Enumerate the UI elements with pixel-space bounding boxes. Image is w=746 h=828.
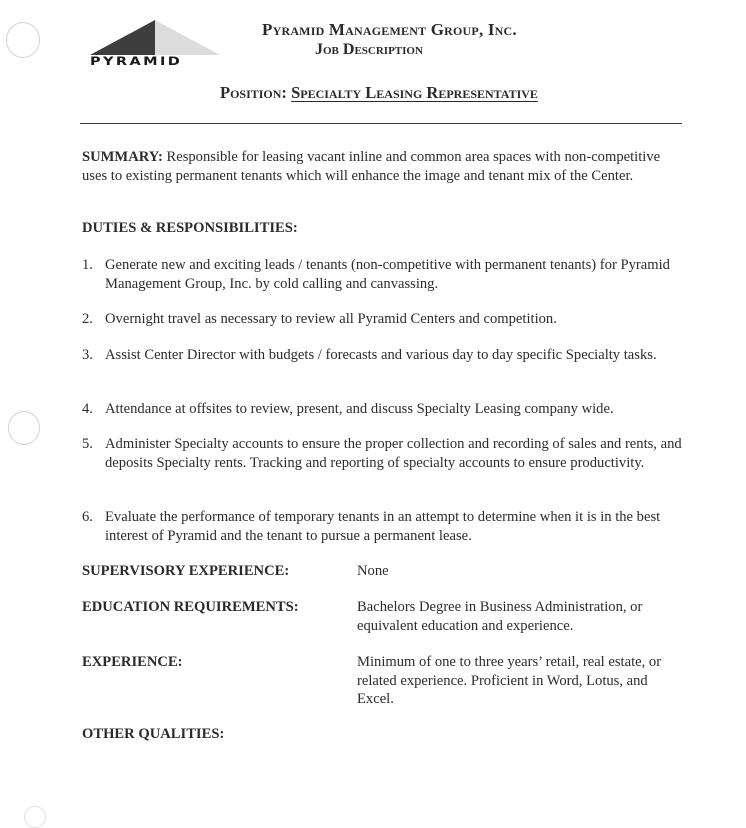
pyramid-triangle-icon — [90, 20, 220, 56]
duty-number: 3. — [82, 347, 93, 363]
summary-label: SUMMARY: — [82, 149, 163, 165]
pyramid-logo — [90, 20, 220, 72]
duty-number: 5. — [82, 436, 93, 452]
education-requirements-label: EDUCATION REQUIREMENTS: — [82, 599, 299, 615]
duty-text: Overnight travel as necessary to review all Pyramid Centers and competition. — [105, 311, 557, 327]
punch-hole — [24, 806, 46, 828]
duty-number: 1. — [82, 257, 93, 273]
document-type: Job Description — [315, 41, 423, 58]
duty-text: Generate new and exciting leads / tenants (non-competitive with permanent tenants) for Pyramid Management Group, Inc. by cold calling and canvassing. — [105, 257, 670, 292]
duty-text: Administer Specialty accounts to ensure the proper collection and recording of sales and rents, and deposits Specialty rents. Tracking and reporting of specialty accounts to ensure productivity. — [105, 436, 682, 471]
other-qualities-label: OTHER QUALITIES: — [82, 726, 225, 742]
position-value: Specialty Leasing Representative — [291, 83, 538, 102]
experience-value: Minimum of one to three years’ retail, real estate, or related experience. Proficient in Word, Lotus, and Excel. — [357, 654, 662, 707]
duty-item — [82, 400, 682, 419]
duty-item — [82, 256, 682, 293]
supervisory-experience-label: SUPERVISORY EXPERIENCE: — [82, 563, 290, 579]
company-name: Pyramid Management Group, Inc. — [262, 20, 517, 39]
duty-text: Assist Center Director with budgets / forecasts and various day to day specific Specialty tasks. — [105, 347, 657, 363]
education-requirements-value: Bachelors Degree in Business Administration, or equivalent education and experience. — [357, 599, 643, 634]
logo-wordmark: PYRAMID — [90, 55, 183, 69]
position-title — [220, 83, 538, 103]
duty-item — [82, 310, 682, 329]
position-label: Position: — [220, 83, 287, 102]
duty-number: 6. — [82, 509, 93, 525]
summary-text: Responsible for leasing vacant inline and common area spaces with non-competitive uses to existing permanent tenants which will enhance the image and tenant mix of the Center. — [82, 149, 661, 184]
duty-text: Evaluate the performance of temporary tenants in an attempt to determine when it is in the best interest of Pyramid and the tenant to pursue a permanent lease. — [105, 509, 661, 544]
summary-paragraph — [82, 148, 682, 185]
punch-hole — [8, 411, 40, 445]
duty-number: 2. — [82, 311, 93, 327]
punch-hole — [6, 22, 40, 58]
horizontal-divider — [80, 123, 682, 124]
duty-item — [82, 346, 682, 365]
supervisory-experience-value: None — [357, 563, 389, 579]
duty-item — [82, 435, 682, 472]
duty-item — [82, 508, 682, 545]
duty-number: 4. — [82, 401, 93, 417]
experience-label: EXPERIENCE: — [82, 654, 183, 670]
duties-heading: DUTIES & RESPONSIBILITIES: — [82, 220, 298, 236]
duty-text: Attendance at offsites to review, present, and discuss Specialty Leasing company wide. — [105, 401, 614, 417]
